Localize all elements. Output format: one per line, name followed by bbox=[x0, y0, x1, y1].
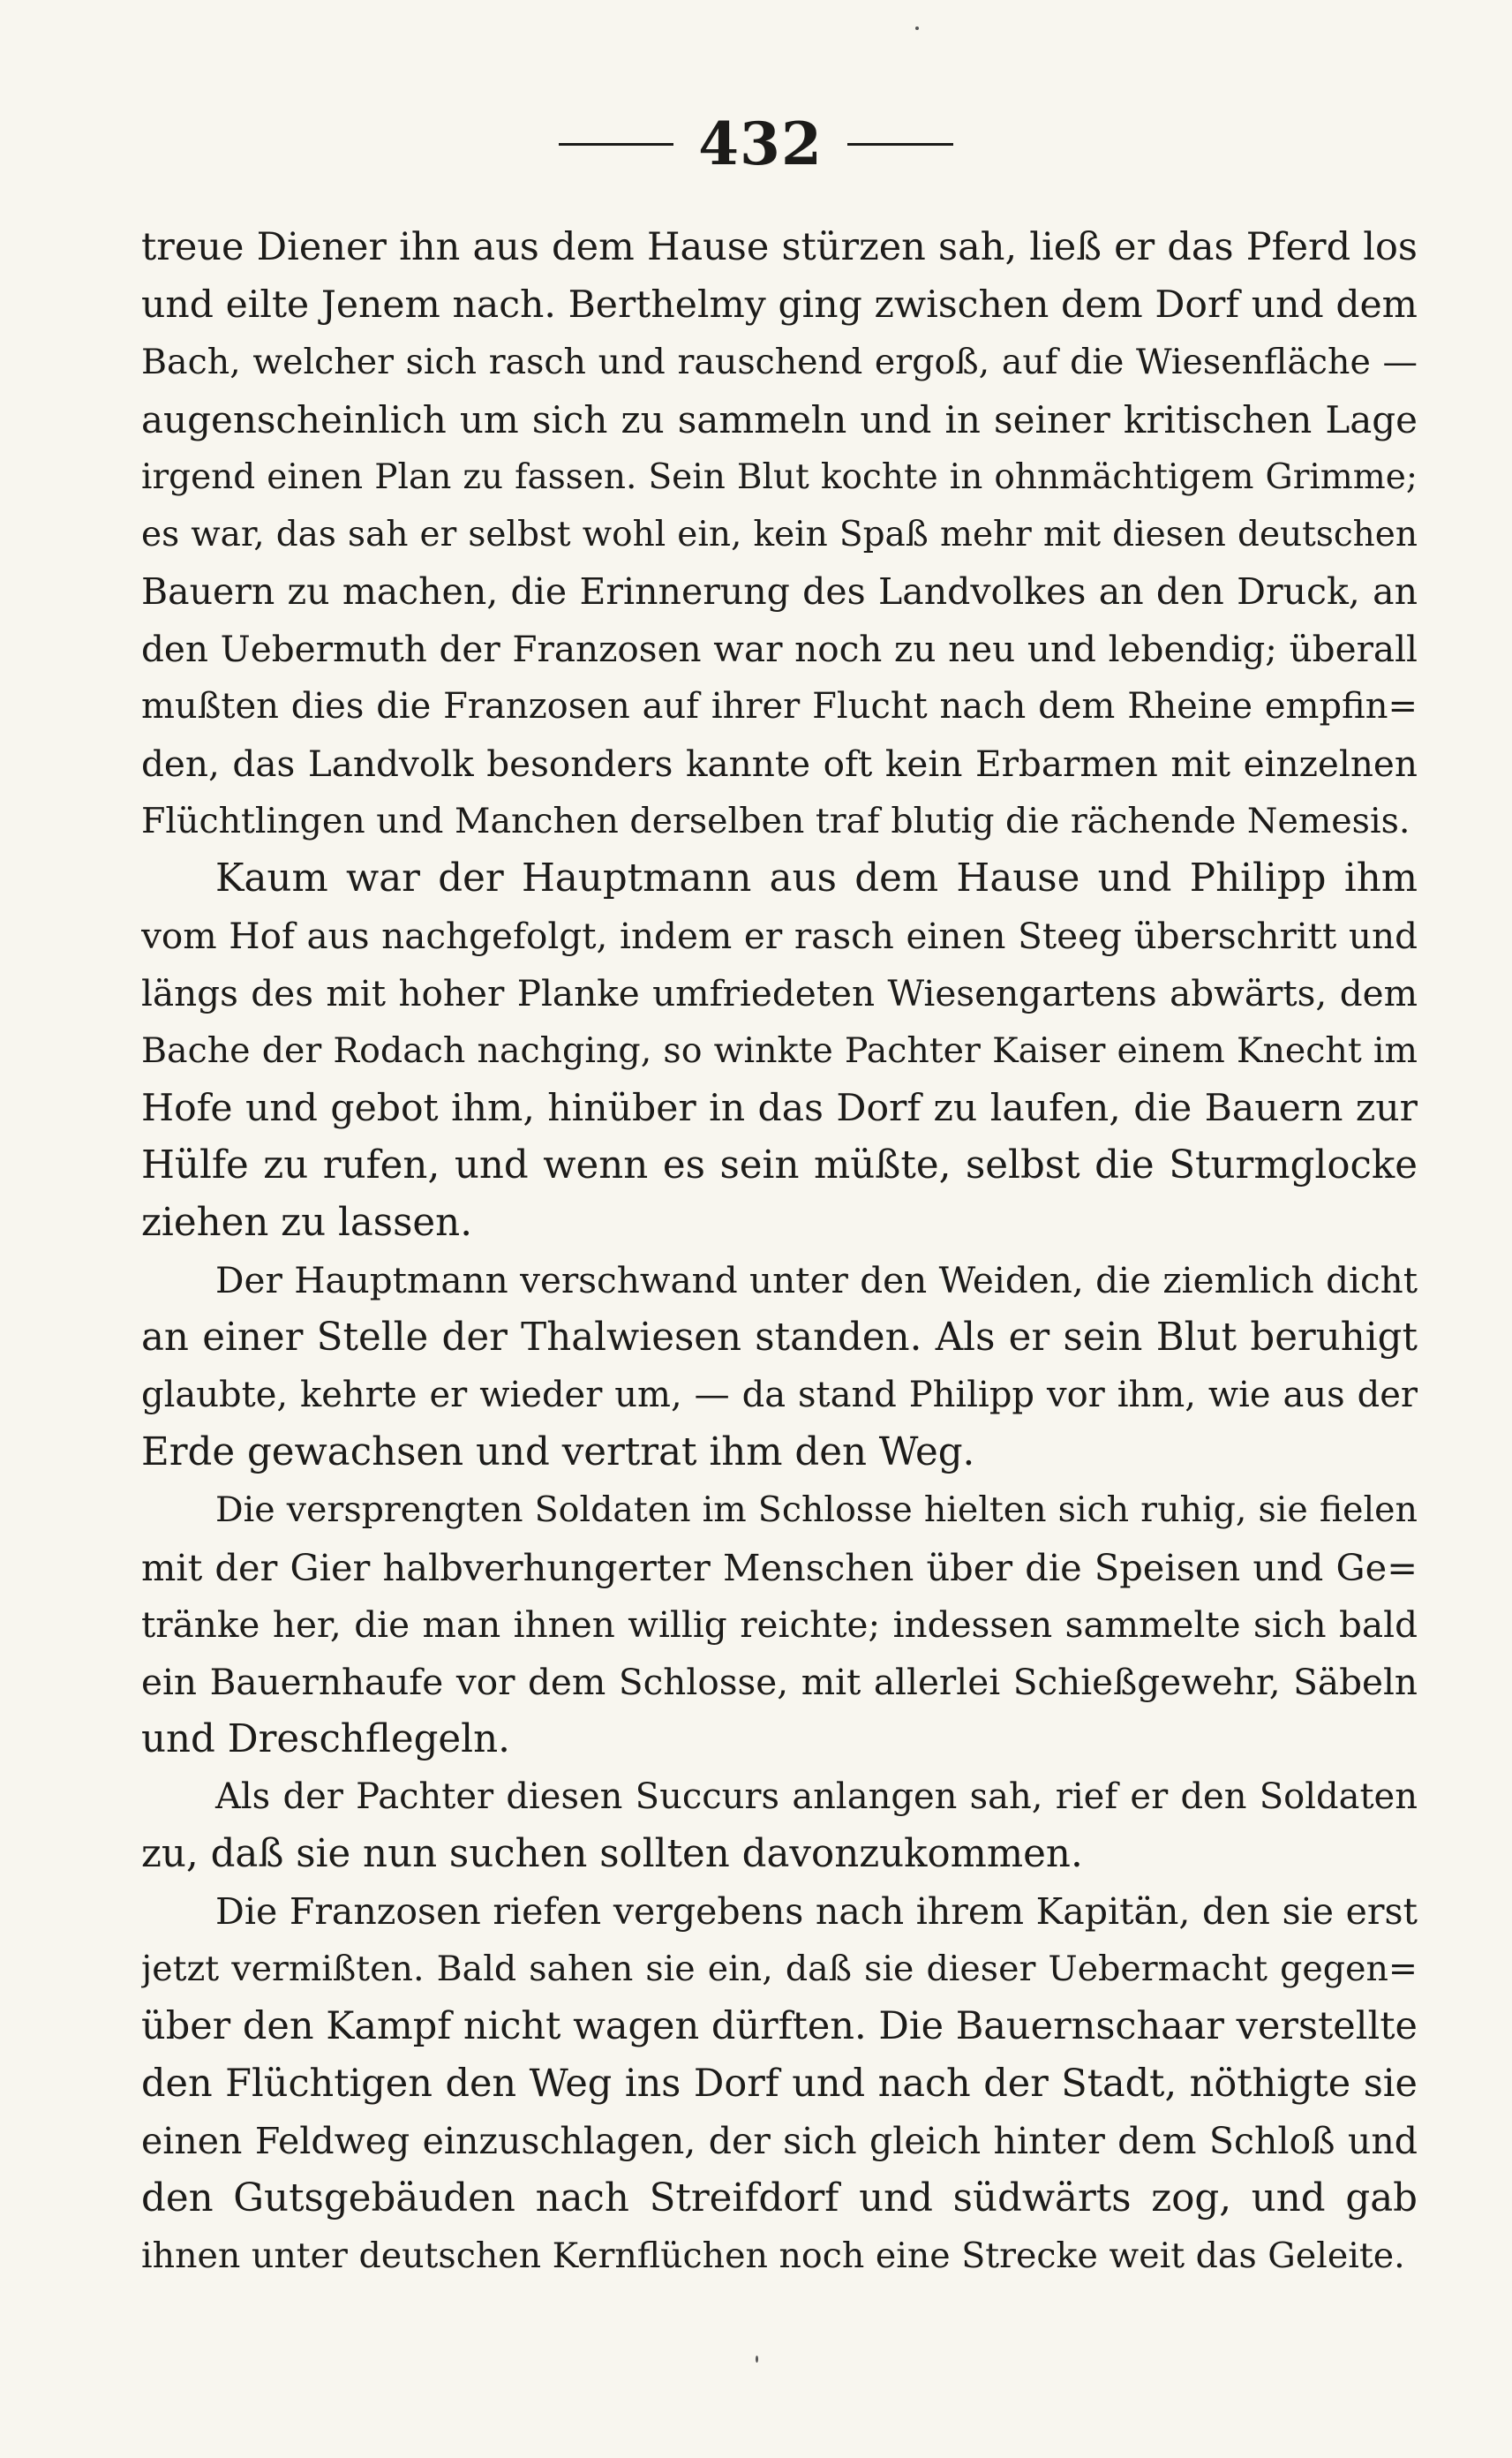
page-header bbox=[0, 104, 1512, 184]
text-line: über den Kampf nicht wagen dürften. Die Bauernschaar verstellte bbox=[141, 2004, 1418, 2048]
text-line: treue Diener ihn aus dem Hause stürzen sah, ließ er das Pferd los bbox=[141, 225, 1418, 269]
ink-speck bbox=[915, 26, 919, 30]
text-line: tränke her, die man ihnen willig reichte; indessen sammelte sich bald bbox=[141, 1603, 1418, 1646]
text-line: vom Hof aus nachgefolgt, indem er rasch einen Steeg überschritt und bbox=[141, 915, 1418, 957]
text-line: Hülfe zu rufen, und wenn es sein müßte, selbst die Sturmglocke bbox=[141, 1143, 1418, 1188]
text-line: zu, daß sie nun suchen sollten davonzukommen. bbox=[141, 1832, 1083, 1876]
text-line: Flüchtlingen und Manchen derselben traf blutig die rächende Nemesis. bbox=[141, 801, 1410, 841]
text-line: den Uebermuth der Franzosen war noch zu neu und lebendig; überall bbox=[141, 628, 1418, 670]
header-rule-left bbox=[559, 143, 673, 146]
text-line: längs des mit hoher Planke umfriedeten Wiesengartens abwärts, dem bbox=[141, 972, 1418, 1014]
text-line: Die versprengten Soldaten im Schlosse hielten sich ruhig, sie fielen bbox=[215, 1489, 1418, 1530]
text-line: es war, das sah er selbst wohl ein, kein Spaß mehr mit diesen deutschen bbox=[141, 515, 1418, 554]
text-line: und eilte Jenem nach. Berthelmy ging zwischen dem Dorf und dem bbox=[141, 283, 1418, 327]
page-number: 432 bbox=[698, 109, 823, 178]
text-line: den Gutsgebäuden nach Streifdorf und südwärts zog, und gab bbox=[141, 2176, 1418, 2220]
text-line: und Dreschflegeln. bbox=[141, 1717, 510, 1761]
text-line: jetzt vermißten. Bald sahen sie ein, daß sie dieser Uebermacht gegen= bbox=[141, 1949, 1418, 1989]
text-line: Die Franzosen riefen vergebens nach ihrem Kapitän, den sie erst bbox=[215, 1890, 1418, 1933]
text-line: Kaum war der Hauptmann aus dem Hause und Philipp ihm bbox=[215, 856, 1418, 901]
text-line: mit der Gier halbverhungerter Menschen über die Speisen und Ge= bbox=[141, 1546, 1418, 1589]
text-line: ziehen zu lassen. bbox=[141, 1201, 473, 1245]
text-line: augenscheinlich um sich zu sammeln und in seiner kritischen Lage bbox=[141, 398, 1418, 441]
text-line: den, das Landvolk besonders kannte oft kein Erbarmen mit einzelnen bbox=[141, 743, 1418, 785]
text-line: ihnen unter deutschen Kernflüchen noch eine Strecke weit das Geleite. bbox=[141, 2236, 1405, 2276]
text-line: den Flüchtigen den Weg ins Dorf und nach der Stadt, nöthigte sie bbox=[141, 2062, 1418, 2106]
text-line: Bauern zu machen, die Erinnerung des Landvolkes an den Druck, an bbox=[141, 570, 1418, 613]
body-text bbox=[141, 219, 1418, 2285]
text-line: Erde gewachsen und vertrat ihm den Weg. bbox=[141, 1430, 975, 1474]
text-line: ein Bauernhaufe vor dem Schlosse, mit allerlei Schießgewehr, Säbeln bbox=[141, 1661, 1418, 1703]
header-rule-right bbox=[847, 143, 953, 146]
text-line: Hofe und gebot ihm, hinüber in das Dorf zu laufen, die Bauern zur bbox=[141, 1087, 1418, 1130]
text-line: Der Hauptmann verschwand unter den Weiden, die ziemlich dicht bbox=[215, 1259, 1418, 1301]
text-line: glaubte, kehrte er wieder um, — da stand Philipp vor ihm, wie aus der bbox=[141, 1375, 1418, 1415]
text-line: an einer Stelle der Thalwiesen standen. Als er sein Blut beruhigt bbox=[141, 1316, 1418, 1360]
text-line: Bache der Rodach nachging, so winkte Pachter Kaiser einem Knecht im bbox=[141, 1030, 1418, 1071]
text-line: mußten dies die Franzosen auf ihrer Flucht nach dem Rheine empfin= bbox=[141, 686, 1418, 727]
text-line: irgend einen Plan zu fassen. Sein Blut kochte in ohnmächtigem Grimme; bbox=[141, 457, 1418, 497]
text-line: Als der Pachter diesen Succurs anlangen sah, rief er den Soldaten bbox=[215, 1776, 1418, 1817]
text-line: Bach, welcher sich rasch und rauschend ergoß, auf die Wiesenfläche — bbox=[141, 342, 1418, 382]
text-line: einen Feldweg einzuschlagen, der sich gleich hinter dem Schloß und bbox=[141, 2120, 1418, 2162]
ink-speck bbox=[756, 2356, 758, 2363]
